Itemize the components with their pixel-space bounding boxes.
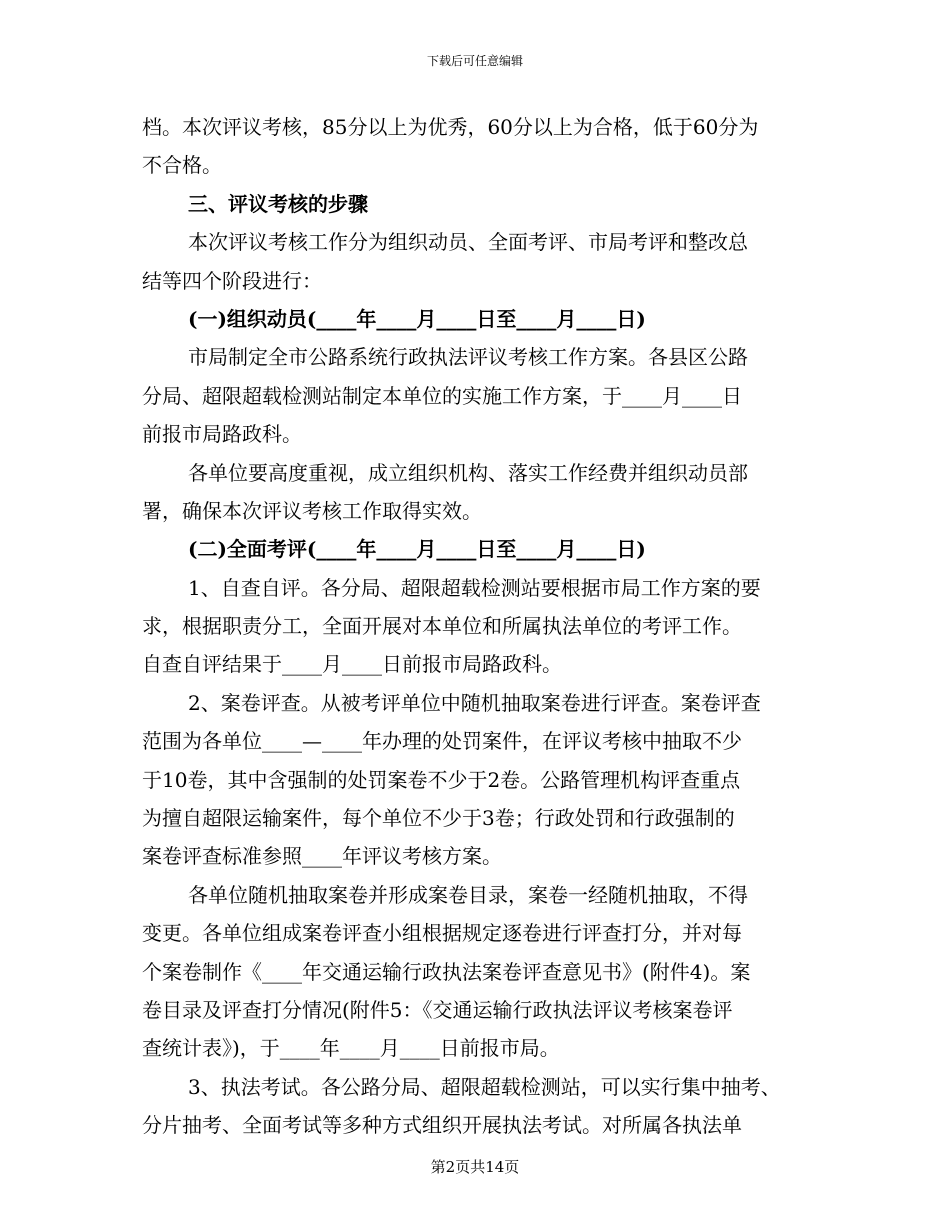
paragraph-line: 个案卷制作《____年交通运输行政执法案卷评查意见书》(附件4)。案 [142,959,751,984]
paragraph-line: 分局、超限超载检测站制定本单位的实施工作方案，于____月____日 [142,383,742,408]
paragraph-line: 卷目录及评查打分情况(附件5：《交通运输行政执法评议考核案卷评 [142,997,733,1022]
paragraph-line: 各单位随机抽取案卷并形成案卷目录，案卷一经随机抽取，不得 [188,882,748,907]
paragraph-line: 求，根据职责分工，全面开展对本单位和所属执法单位的考评工作。 [142,614,742,639]
paragraph-line: 分片抽考、全面考试等多种方式组织开展执法考试。对所属各执法单 [142,1113,742,1138]
paragraph-line: 不合格。 [142,153,222,178]
paragraph-line: 结等四个阶段进行： [142,268,322,293]
page-footer: 第2页共14页 [430,1158,520,1176]
paragraph-line: 范围为各单位____—____年办理的处罚案件，在评议考核中抽取不少 [142,729,742,754]
paragraph-line: 变更。各单位组成案卷评查小组根据规定逐卷进行评查打分，并对每 [142,921,742,946]
paragraph-line: 署，确保本次评议考核工作取得实效。 [142,498,482,523]
section-heading: (一)组织动员(____年____月____日至____月____日) [188,306,646,331]
paragraph-line: 自查自评结果于____月____日前报市局路政科。 [142,652,562,677]
paragraph-line: 前报市局路政科。 [142,422,302,447]
section-heading: (二)全面考评(____年____月____日至____月____日) [188,537,646,562]
paragraph-line: 为擅自超限运输案件，每个单位不少于3卷；行政处罚和行政强制的 [142,806,735,831]
paragraph-line: 1、自查自评。各分局、超限超载检测站要根据市局工作方案的要 [188,575,761,600]
document-body [142,108,812,1145]
page-header: 下载后可任意编辑 [426,54,523,68]
paragraph-line: 本次评议考核工作分为组织动员、全面考评、市局考评和整改总 [188,230,748,255]
paragraph-line: 3、执法考试。各公路分局、超限超载检测站，可以实行集中抽考、 [188,1074,781,1099]
paragraph-line: 2、案卷评查。从被考评单位中随机抽取案卷进行评查。案卷评查 [188,690,761,715]
paragraph-line: 案卷评查标准参照____年评议考核方案。 [142,844,502,869]
paragraph-line: 于10卷，其中含强制的处罚案卷不少于2卷。公路管理机构评查重点 [142,767,741,792]
paragraph-line: 查统计表》)，于____年____月____日前报市局。 [142,1036,560,1061]
paragraph-line: 市局制定全市公路系统行政执法评议考核工作方案。各县区公路 [188,345,748,370]
paragraph-line: 档。本次评议考核，85分以上为优秀，60分以上为合格，低于60分为 [142,115,759,139]
section-heading: 三、评议考核的步骤 [188,191,368,216]
paragraph-line: 各单位要高度重视，成立组织机构、落实工作经费并组织动员部 [188,460,748,485]
